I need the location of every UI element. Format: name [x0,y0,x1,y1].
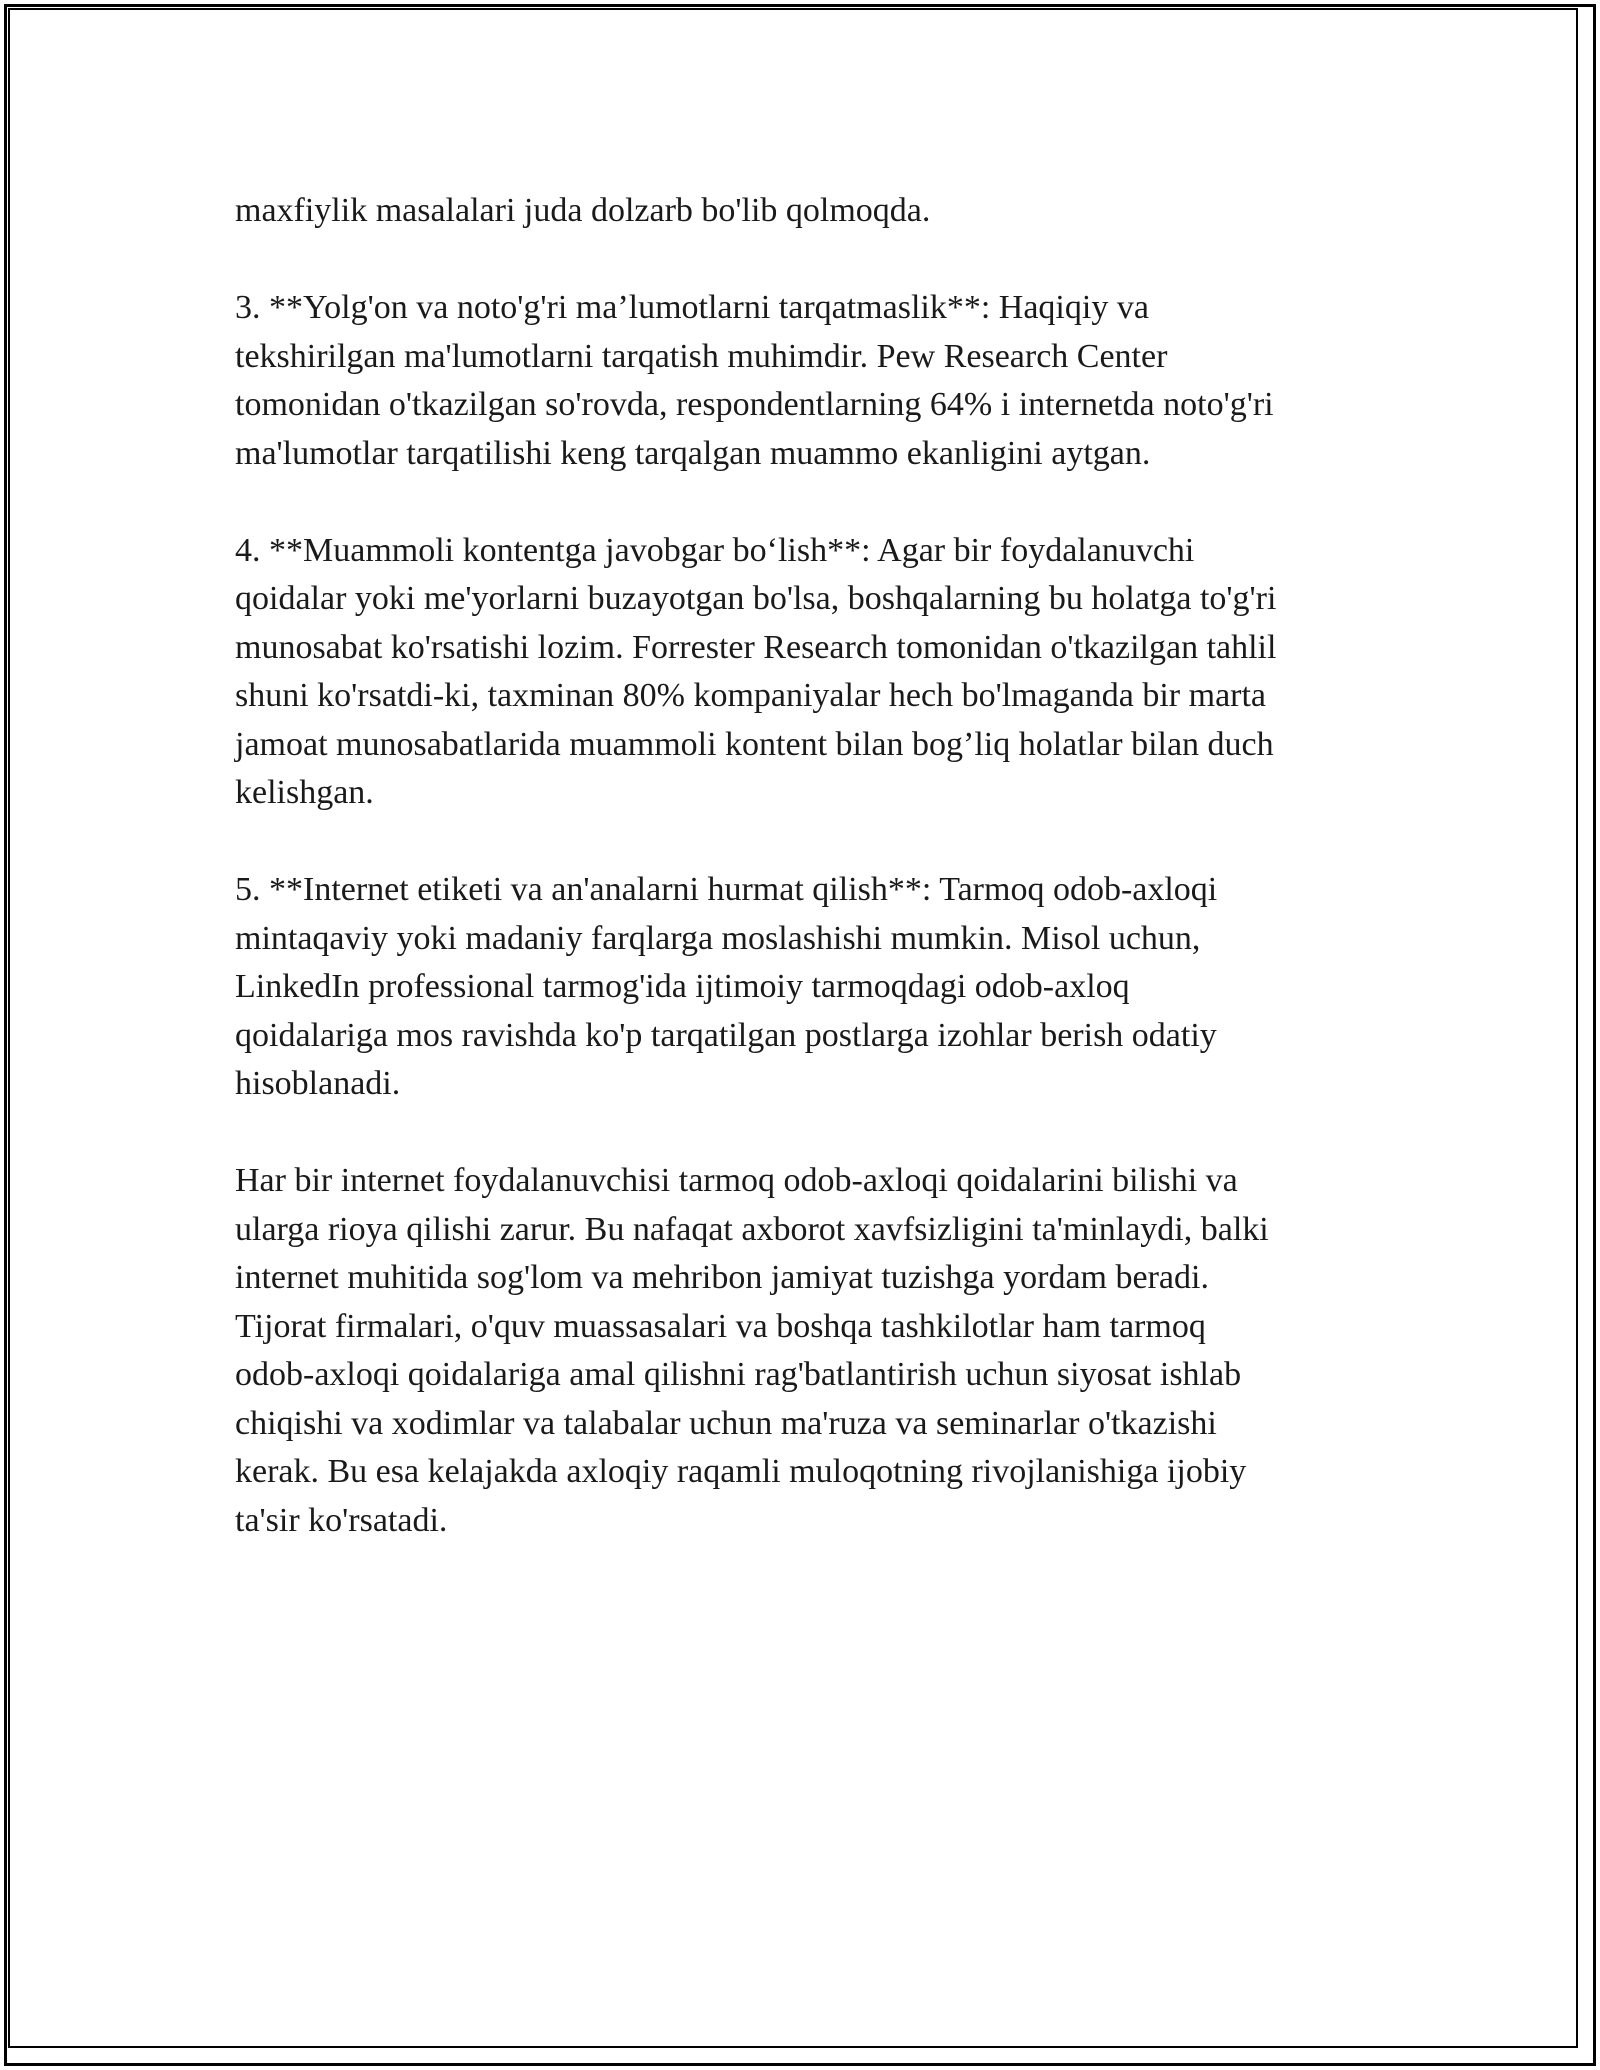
paragraph-continuation: maxfiylik masalalari juda dolzarb bo'lib qolmoqda. [235,192,931,229]
paragraph-item-4: 4. **Muammoli kontentga javobgar bo‘lish**: Agar bir foydalanuvchi qoidalar yoki me'yorlarni buzayotgan bo'lsa, boshqalarning bu holatga to'g'ri munosabat ko'rsatishi lozim. Forrester Research tomonidan o'tkazilgan tahlil shuni ko'rsatdi-ki, taxminan 80% kompaniyalar hech bo'lmaganda bir marta jamoat munosabatlarida muammoli kontent bilan bog’liq holatlar bilan duch kelishgan. [235,531,1277,811]
paragraph-conclusion: Har bir internet foydalanuvchisi tarmoq odob-axloqi qoidalarini bilishi va ularga rioya qilishi zarur. Bu nafaqat axborot xavfsizligini ta'minlaydi, balki internet muhitida sog'lom va mehribon jamiyat tuzishga yordam beradi. Tijorat firmalari, o'quv muassasalari va boshqa tashkilotlar ham tarmoq odob-axloqi qoidalariga amal qilishni rag'batlantirish uchun siyosat ishlab chiqishi va xodimlar va talabalar uchun ma'ruza va seminarlar o'tkazishi kerak. Bu esa kelajakda axloqiy raqamli muloqotning rivojlanishiga ijobiy ta'sir ko'rsatadi. [235,1162,1269,1539]
paragraph-item-3: 3. **Yolg'on va noto'g'ri ma’lumotlarni tarqatmaslik**: Haqiqiy va tekshirilgan ma'lumotlarni tarqatish muhimdir. Pew Research Center tomonidan o'tkazilgan so'rovda, respondentlarning 64% i internetda noto'g'ri ma'lumotlar tarqatilishi keng tarqalgan muammo ekanligini aytgan. [235,289,1274,472]
document-body [235,187,1375,1594]
paragraph-item-5: 5. **Internet etiketi va an'analarni hurmat qilish**: Tarmoq odob-axloqi mintaqaviy yoki madaniy farqlarga moslashishi mumkin. Misol uchun, LinkedIn professional tarmog'ida ijtimoiy tarmoqdagi odob-axloq qoidalariga mos ravishda ko'p tarqatilgan postlarga izohlar berish odatiy hisoblanadi. [235,871,1218,1102]
